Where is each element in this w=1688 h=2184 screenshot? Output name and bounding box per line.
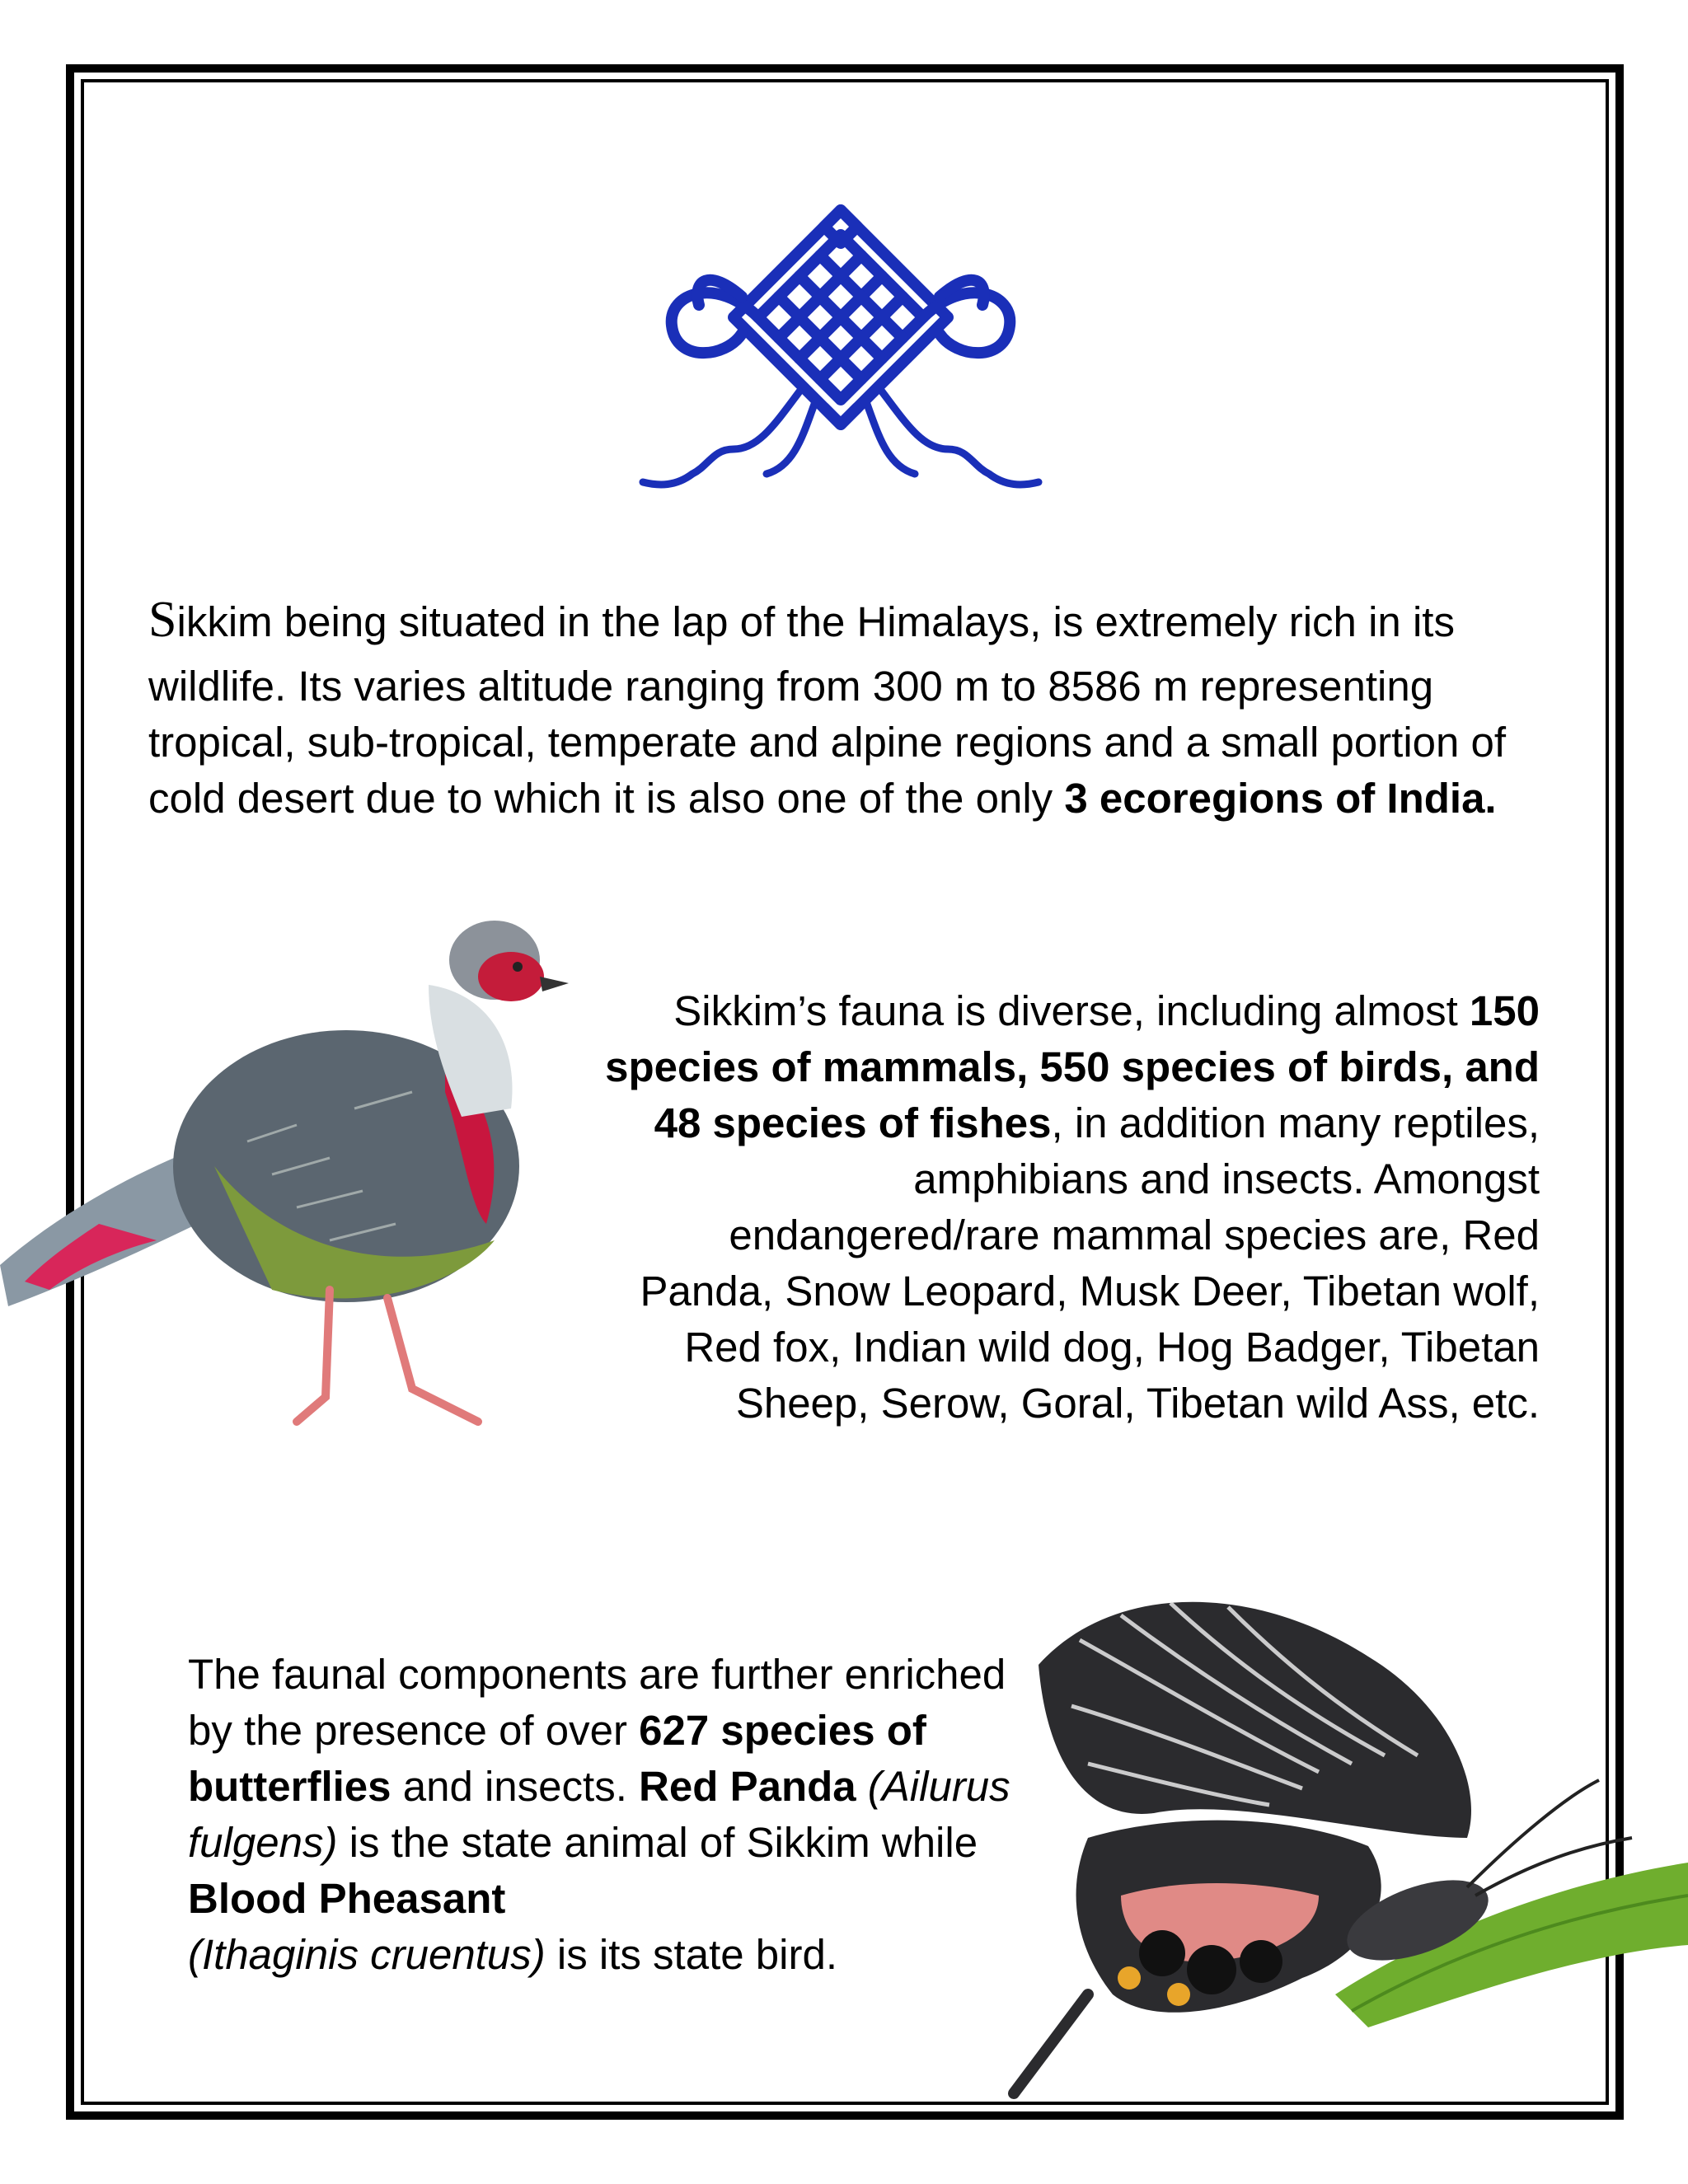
endless-knot-icon: [635, 202, 1047, 507]
fauna-text-1: Sikkim’s fauna is diverse, including almost: [673, 987, 1470, 1034]
intro-bold-ecoregions: 3 ecoregions of India.: [1064, 775, 1497, 822]
intro-first-line: ikkim being situated in the lap of the Himalays, is extremely rich in its: [176, 598, 1455, 645]
butterflies-count: 627 species of butterflies: [188, 1707, 926, 1810]
fauna-species-counts: 150 species of mammals, 550 species of birds, and 48 species of fishes: [605, 987, 1540, 1146]
state-animal-scientific: (Ailurus fulgens): [188, 1763, 1010, 1866]
butterflies-text-1: The faunal components are further enriched by the presence of over: [188, 1651, 1006, 1754]
intro-body: wildlife. Its varies altitude ranging from 300 m to 8586 m representing tropical, sub-tropical, temperate and alpine regions and a small portion of cold desert due to which it is also one of the only: [148, 663, 1507, 822]
butterfly-image: [989, 1566, 1688, 2110]
blood-pheasant-image: [0, 894, 577, 1438]
butterflies-paragraph: [188, 1647, 1012, 1983]
fauna-text-2: , in addition many reptiles, amphibians and insects. Amongst endangered/rare mammal species are, Red Panda, Snow Leopard, Musk Deer, Tibetan wolf, Red fox, Indian wild dog, Hog Badger, Tibetan Sheep, Serow, Goral, Tibetan wild Ass, etc.: [640, 1099, 1540, 1427]
drop-cap: S: [148, 592, 177, 648]
state-bird-name: Blood Pheasant: [188, 1875, 506, 1922]
butterflies-text-3: is the state animal of Sikkim while: [337, 1819, 978, 1866]
intro-paragraph: [148, 592, 1550, 827]
state-animal-name: Red Panda: [639, 1763, 856, 1810]
fauna-paragraph: [593, 983, 1540, 1432]
butterflies-text-4: is its state bird.: [545, 1931, 837, 1978]
state-bird-scientific: (Ithaginis cruentus): [188, 1931, 546, 1978]
butterflies-text-2: and insects.: [391, 1763, 640, 1810]
